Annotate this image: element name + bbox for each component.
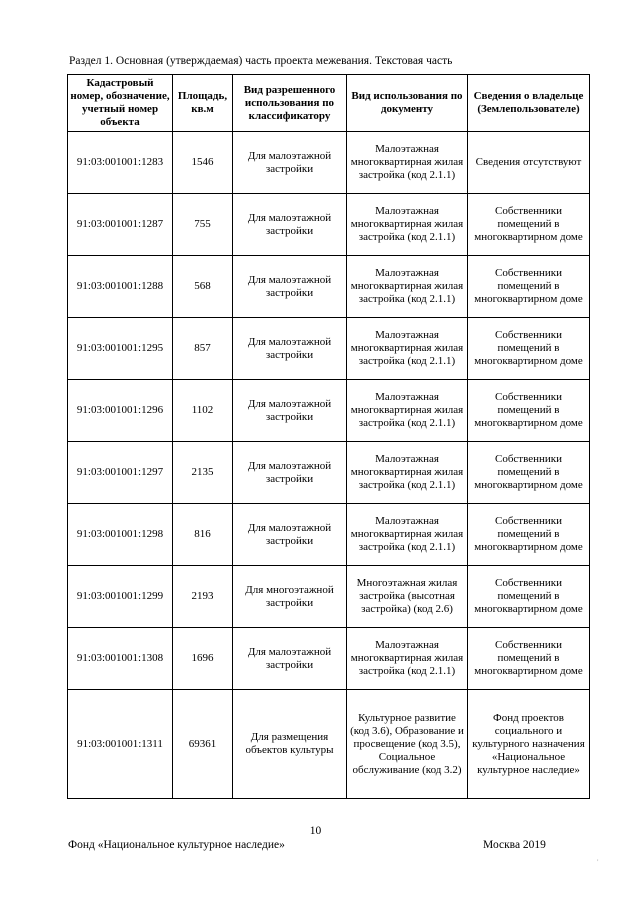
cell-area: 2193 — [173, 566, 233, 628]
cell-area: 2135 — [173, 442, 233, 504]
cell-cadastral-number: 91:03:001001:1297 — [68, 442, 173, 504]
cell-cadastral-number: 91:03:001001:1296 — [68, 380, 173, 442]
cell-owner: Собственники помещений в многоквартирном доме — [468, 194, 590, 256]
cell-cadastral-number: 91:03:001001:1283 — [68, 132, 173, 194]
cell-document-use: Малоэтажная многоквартирная жилая застройка (код 2.1.1) — [347, 380, 468, 442]
cell-area: 857 — [173, 318, 233, 380]
cell-owner: Фонд проектов социального и культурного назначения «Национальное культурное наследие» — [468, 690, 590, 799]
cell-cadastral-number: 91:03:001001:1299 — [68, 566, 173, 628]
parcels-table — [67, 74, 590, 799]
cell-area: 568 — [173, 256, 233, 318]
scan-mark: , — [597, 856, 599, 862]
table-row — [68, 442, 590, 504]
cell-area: 1546 — [173, 132, 233, 194]
cell-area: 816 — [173, 504, 233, 566]
cell-area: 755 — [173, 194, 233, 256]
cell-permitted-use: Для размещения объектов культуры — [233, 690, 347, 799]
header-document-use: Вид использования по документу — [347, 75, 468, 132]
header-permitted-use: Вид разрешенного использования по классификатору — [233, 75, 347, 132]
table-row — [68, 194, 590, 256]
cell-owner: Собственники помещений в многоквартирном доме — [468, 442, 590, 504]
cell-owner: Собственники помещений в многоквартирном доме — [468, 628, 590, 690]
cell-permitted-use: Для малоэтажной застройки — [233, 132, 347, 194]
cell-permitted-use: Для малоэтажной застройки — [233, 256, 347, 318]
cell-permitted-use: Для многоэтажной застройки — [233, 566, 347, 628]
cell-document-use: Малоэтажная многоквартирная жилая застройка (код 2.1.1) — [347, 628, 468, 690]
page-number: 10 — [309, 825, 322, 837]
cell-permitted-use: Для малоэтажной застройки — [233, 318, 347, 380]
cell-permitted-use: Для малоэтажной застройки — [233, 380, 347, 442]
table-row — [68, 256, 590, 318]
cell-document-use: Малоэтажная многоквартирная жилая застройка (код 2.1.1) — [347, 318, 468, 380]
cell-owner: Собственники помещений в многоквартирном доме — [468, 566, 590, 628]
cell-area: 1696 — [173, 628, 233, 690]
cell-owner: Собственники помещений в многоквартирном доме — [468, 504, 590, 566]
cell-permitted-use: Для малоэтажной застройки — [233, 194, 347, 256]
cell-permitted-use: Для малоэтажной застройки — [233, 504, 347, 566]
cell-area: 1102 — [173, 380, 233, 442]
cell-permitted-use: Для малоэтажной застройки — [233, 442, 347, 504]
cell-owner: Собственники помещений в многоквартирном доме — [468, 256, 590, 318]
header-cadastral-number: Кадастровый номер, обозначение, учетный номер объекта — [68, 75, 173, 132]
cell-document-use: Малоэтажная многоквартирная жилая застройка (код 2.1.1) — [347, 442, 468, 504]
footer-city-year: Москва 2019 — [483, 839, 546, 851]
table-row — [68, 690, 590, 799]
table-header-row — [68, 75, 590, 132]
cell-owner: Собственники помещений в многоквартирном доме — [468, 318, 590, 380]
cell-document-use: Малоэтажная многоквартирная жилая застройка (код 2.1.1) — [347, 132, 468, 194]
table-row — [68, 380, 590, 442]
cell-document-use: Малоэтажная многоквартирная жилая застройка (код 2.1.1) — [347, 504, 468, 566]
cell-document-use: Малоэтажная многоквартирная жилая застройка (код 2.1.1) — [347, 194, 468, 256]
cell-document-use: Культурное развитие (код 3.6), Образование и просвещение (код 3.5), Социальное обслуживание (код 3.2) — [347, 690, 468, 799]
table-row — [68, 318, 590, 380]
cell-cadastral-number: 91:03:001001:1288 — [68, 256, 173, 318]
cell-owner: Собственники помещений в многоквартирном доме — [468, 380, 590, 442]
cell-cadastral-number: 91:03:001001:1287 — [68, 194, 173, 256]
table-row — [68, 132, 590, 194]
cell-area: 69361 — [173, 690, 233, 799]
header-area: Площадь, кв.м — [173, 75, 233, 132]
cell-document-use: Многоэтажная жилая застройка (высотная застройка) (код 2.6) — [347, 566, 468, 628]
page-heading: Раздел 1. Основная (утверждаемая) часть проекта межевания. Текстовая часть — [69, 55, 453, 67]
cell-document-use: Малоэтажная многоквартирная жилая застройка (код 2.1.1) — [347, 256, 468, 318]
cell-owner: Сведения отсутствуют — [468, 132, 590, 194]
footer-organization: Фонд «Национальное культурное наследие» — [68, 839, 285, 851]
table-row — [68, 504, 590, 566]
cell-cadastral-number: 91:03:001001:1295 — [68, 318, 173, 380]
cell-permitted-use: Для малоэтажной застройки — [233, 628, 347, 690]
table-row — [68, 628, 590, 690]
cell-cadastral-number: 91:03:001001:1308 — [68, 628, 173, 690]
header-owner: Сведения о владельце (Землепользователе) — [468, 75, 590, 132]
table-row — [68, 566, 590, 628]
cell-cadastral-number: 91:03:001001:1298 — [68, 504, 173, 566]
cell-cadastral-number: 91:03:001001:1311 — [68, 690, 173, 799]
